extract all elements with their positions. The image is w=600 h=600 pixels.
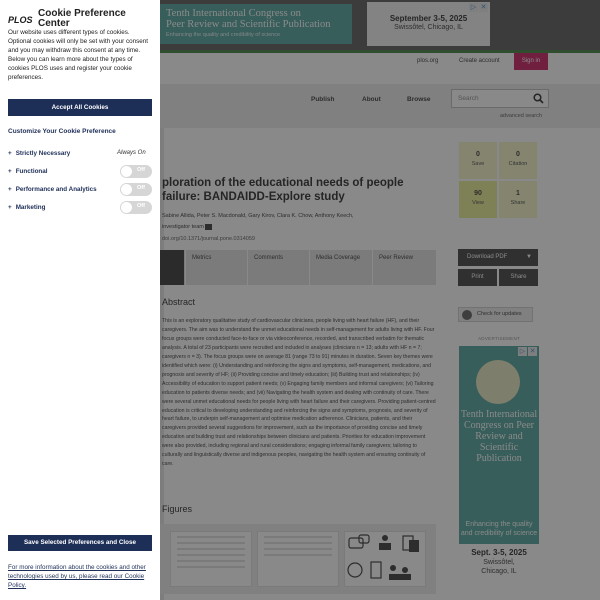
cookie-title-line1: Cookie Preference (38, 8, 126, 19)
toggle-knob (121, 184, 132, 195)
save-preferences-button[interactable]: Save Selected Preferences and Close (8, 535, 152, 551)
cookie-title-line2: Center (38, 17, 70, 29)
category-marketing[interactable] (8, 204, 45, 211)
plus-icon: + (8, 186, 12, 193)
cookie-description: Our website uses different types of cookies. Optional cookies will only be set with your consent and you may withdraw this consent at any time. Below you can learn more about the types of cookies PLOS uses and register your cookie preferences. (8, 29, 149, 81)
category-label: Strictly Necessary (15, 150, 71, 157)
toggle-knob (121, 166, 132, 177)
accept-all-cookies-button[interactable]: Accept All Cookies (8, 99, 152, 116)
category-performance-analytics[interactable] (8, 186, 97, 193)
plus-icon: + (8, 168, 12, 175)
cookie-panel-title (38, 9, 126, 28)
plos-logo-text: PLOS (8, 15, 33, 25)
toggle-off-label: Off (137, 185, 145, 191)
category-label: Marketing (15, 204, 46, 211)
toggle-off-label: Off (137, 167, 145, 173)
plus-icon: + (8, 204, 12, 211)
category-label: Performance and Analytics (15, 186, 97, 193)
performance-toggle[interactable] (120, 183, 152, 196)
toggle-knob (121, 202, 132, 213)
plus-icon: + (8, 150, 12, 157)
marketing-toggle[interactable] (120, 201, 152, 214)
category-strictly-necessary[interactable] (8, 150, 70, 157)
cookie-policy-link[interactable]: For more information about the cookies and other technologies used by us, please read our Cookie Policy. (8, 564, 146, 589)
functional-toggle[interactable] (120, 165, 152, 178)
customize-heading: Customize Your Cookie Preference (8, 128, 116, 135)
plos-logo (8, 10, 36, 26)
category-functional[interactable] (8, 168, 48, 175)
toggle-off-label: Off (137, 203, 145, 209)
category-label: Functional (15, 168, 48, 175)
cookie-preference-panel (0, 0, 160, 600)
always-on-label: Always On (117, 150, 146, 156)
